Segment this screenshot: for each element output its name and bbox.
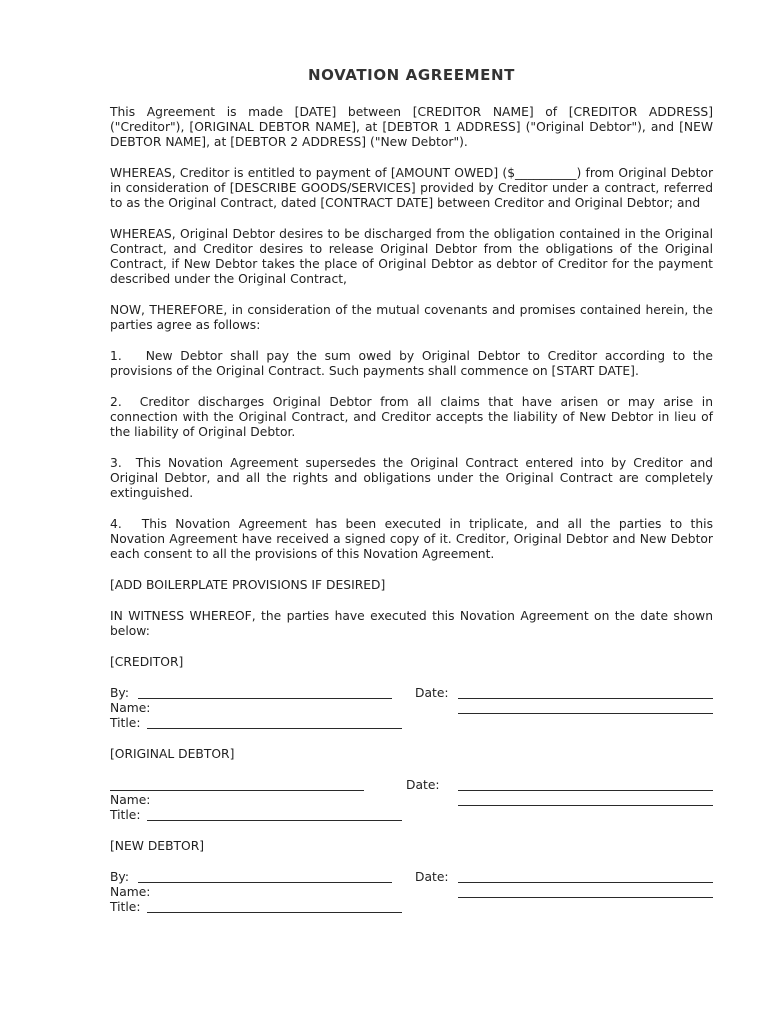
title-label: Title:	[110, 900, 141, 914]
title-label: Title:	[110, 808, 141, 822]
clause-text: Creditor discharges Original Debtor from all claims that have arisen or may arise in connection with the Original Contract, and Creditor accepts the liability of New Debtor in lieu of the liability of Original Debtor.	[110, 395, 713, 439]
date-label: Date:	[406, 778, 440, 792]
new-debtor-signature-line[interactable]	[138, 882, 392, 883]
clause-number: 2.	[110, 395, 122, 409]
clause-text: This Novation Agreement has been executed in triplicate, and all the parties to this Novation Agreement have received a signed copy of it. Creditor, Original Debtor and New Debtor each consent to all the provisions of this Novation Agreement.	[110, 517, 713, 561]
creditor-heading: [CREDITOR]	[110, 655, 184, 669]
document-title: NOVATION AGREEMENT	[307, 66, 515, 84]
whereas-paragraph-2: WHEREAS, Original Debtor desires to be discharged from the obligation contained in the Original Contract, and Creditor desires to release Original Debtor from the obligations of the Original Contract, if New Debtor takes the place of Original Debtor as debtor of Creditor for the payment described under the Original Contract,	[110, 227, 713, 286]
original-debtor-heading: [ORIGINAL DEBTOR]	[110, 747, 235, 761]
new-debtor-signature-block	[110, 870, 713, 915]
name-label: Name:	[110, 793, 151, 807]
original-debtor-date-line[interactable]	[458, 790, 713, 791]
new-debtor-name-line[interactable]	[458, 897, 713, 898]
new-debtor-heading: [NEW DEBTOR]	[110, 839, 205, 853]
original-debtor-signature-block	[110, 778, 713, 823]
by-label: By:	[110, 686, 129, 700]
boilerplate-note: [ADD BOILERPLATE PROVISIONS IF DESIRED]	[110, 578, 386, 592]
creditor-name-line[interactable]	[458, 713, 713, 714]
clause-number: 3.	[110, 456, 122, 470]
date-label: Date:	[415, 686, 449, 700]
name-label: Name:	[110, 885, 151, 899]
creditor-signature-line[interactable]	[138, 698, 392, 699]
new-debtor-date-line[interactable]	[458, 882, 713, 883]
clause-3	[110, 456, 713, 501]
witness-paragraph: IN WITNESS WHEREOF, the parties have executed this Novation Agreement on the date shown below:	[110, 609, 713, 638]
intro-paragraph: This Agreement is made [DATE] between [CREDITOR NAME] of [CREDITOR ADDRESS] ("Creditor"), [ORIGINAL DEBTOR NAME], at [DEBTOR 1 ADDRESS] ("Original Debtor"), and [NEW DEBTOR NAME], at [DEBTOR 2 ADDRESS] ("New Debtor").	[110, 105, 713, 149]
now-therefore-paragraph: NOW, THEREFORE, in consideration of the mutual covenants and promises contained herein, the parties agree as follows:	[110, 303, 713, 332]
date-label: Date:	[415, 870, 449, 884]
clause-text: New Debtor shall pay the sum owed by Original Debtor to Creditor according to the provisions of the Original Contract. Such payments shall commence on [START DATE].	[110, 349, 713, 378]
new-debtor-title-line[interactable]	[147, 912, 402, 913]
whereas-paragraph-1: WHEREAS, Creditor is entitled to payment of [AMOUNT OWED] ($__________) from Original Debtor in consideration of [DESCRIBE GOODS/SERVICES] provided by Creditor under a contract, referred to as the Original Contract, dated [CONTRACT DATE] between Creditor and Original Debtor; and	[110, 166, 713, 210]
creditor-title-line[interactable]	[147, 728, 402, 729]
document-page	[110, 68, 713, 931]
clause-4	[110, 517, 713, 562]
creditor-signature-block	[110, 686, 713, 731]
clause-text: This Novation Agreement supersedes the Original Contract entered into by Creditor and Original Debtor, and all the rights and obligations under the Original Contract are completely extinguished.	[110, 456, 713, 500]
by-label: By:	[110, 870, 129, 884]
title-label: Title:	[110, 716, 141, 730]
clause-1	[110, 349, 713, 379]
original-debtor-title-line[interactable]	[147, 820, 402, 821]
clause-number: 1.	[110, 349, 122, 363]
original-debtor-signature-line[interactable]	[110, 790, 364, 791]
clause-number: 4.	[110, 517, 122, 531]
original-debtor-name-line[interactable]	[458, 805, 713, 806]
clause-2	[110, 395, 713, 440]
name-label: Name:	[110, 701, 151, 715]
creditor-date-line[interactable]	[458, 698, 713, 699]
